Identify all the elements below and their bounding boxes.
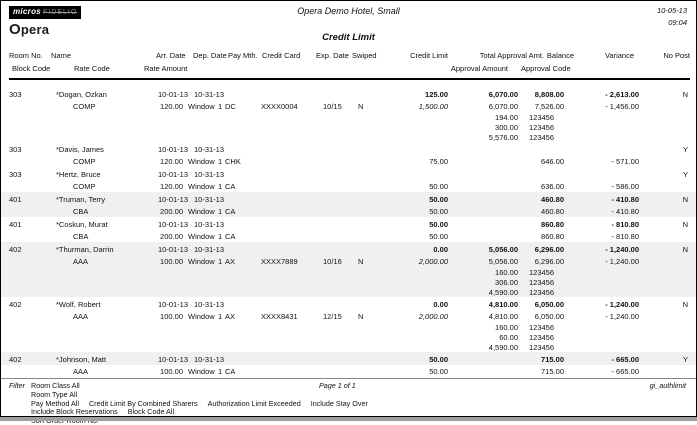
guest-main-row xyxy=(1,352,696,365)
guest-detail-row xyxy=(1,100,696,112)
pay-method: CHK xyxy=(225,157,241,166)
rate-amount: 100.00 xyxy=(160,367,183,376)
guest-name: *Hertz, Bruce xyxy=(56,169,101,179)
no-post-flag: N xyxy=(682,299,688,309)
filter-value: Include Block Reservations xyxy=(31,407,118,417)
guest-main-row xyxy=(1,297,696,310)
approval-code: 123456 xyxy=(529,322,555,332)
window-label: Window xyxy=(188,207,215,216)
detail-credit-limit: 2,000.00 xyxy=(418,257,448,266)
approval-amount: 60.00 xyxy=(499,332,518,342)
arrival-date: 10-01-13 xyxy=(158,144,189,154)
no-post-flag: Y xyxy=(682,354,688,364)
guest-detail-row xyxy=(1,205,696,217)
total-approval-amt-value: 5,056.00 xyxy=(488,244,518,254)
window-number: 1 xyxy=(218,182,223,191)
col-header-exp-date: Exp. Date xyxy=(316,51,349,60)
room-number: 303 xyxy=(9,144,22,154)
departure-date: 10-31-13 xyxy=(194,354,225,364)
departure-date: 10-31-13 xyxy=(194,89,225,99)
rate-amount: 200.00 xyxy=(160,207,183,216)
guest-detail-row xyxy=(1,155,696,167)
detail-variance: - 665.00 xyxy=(611,367,639,376)
detail-balance: 715.00 xyxy=(541,367,564,376)
col-header-dep-date: Dep. Date xyxy=(193,51,227,60)
approval-code: 123456 xyxy=(529,332,555,342)
guest-name: *Wolf, Robert xyxy=(56,299,101,309)
detail-balance: 6,296.00 xyxy=(534,257,564,266)
guest-name: *Davis, James xyxy=(56,144,104,154)
rate-code: CBA xyxy=(73,207,89,216)
departure-date: 10-31-13 xyxy=(194,169,225,179)
window-number: 1 xyxy=(218,312,223,321)
detail-credit-limit: 50.00 xyxy=(429,182,448,191)
approval-row xyxy=(1,277,696,287)
approval-row xyxy=(1,287,696,297)
detail-credit-limit: 75.00 xyxy=(429,157,448,166)
room-number: 303 xyxy=(9,89,22,99)
report-id: gi_authlimit xyxy=(649,381,686,390)
credit-limit-value: 0.00 xyxy=(433,299,448,309)
guest-block xyxy=(1,87,696,142)
report-date: 10-05-13 xyxy=(656,6,687,15)
approval-code: 123456 xyxy=(529,287,555,297)
card-expiry: 10/15 xyxy=(323,102,342,111)
no-post-flag: Y xyxy=(682,144,688,154)
swiped-flag: N xyxy=(358,257,364,266)
pay-method: CA xyxy=(225,207,236,216)
card-expiry: 10/16 xyxy=(323,257,342,266)
guest-main-row xyxy=(1,242,696,255)
detail-variance: - 1,240.00 xyxy=(605,312,639,321)
credit-limit-value: 125.00 xyxy=(425,89,448,99)
detail-credit-limit: 50.00 xyxy=(429,232,448,241)
guest-name: *Truman, Terry xyxy=(56,194,106,204)
approval-row xyxy=(1,112,696,122)
detail-credit-limit: 2,000.00 xyxy=(418,312,448,321)
arrival-date: 10-01-13 xyxy=(158,194,189,204)
approval-code: 123456 xyxy=(529,122,555,132)
window-number: 1 xyxy=(218,367,223,376)
footer-rule xyxy=(1,378,696,379)
window-number: 1 xyxy=(218,232,223,241)
approval-amount: 160.00 xyxy=(495,322,518,332)
rate-amount: 120.00 xyxy=(160,157,183,166)
filter-value: Authorization Limit Exceeded xyxy=(207,398,301,408)
approval-amount: 160.00 xyxy=(495,267,518,277)
approval-code: 123456 xyxy=(529,342,555,352)
approval-amount: 300.00 xyxy=(495,122,518,132)
guest-name: *Johnson, Matt xyxy=(56,354,107,364)
room-number: 401 xyxy=(9,194,22,204)
approval-amount: 4,810.00 xyxy=(488,312,518,321)
filter-line xyxy=(31,407,378,416)
col-header-swiped: Swiped xyxy=(352,51,377,60)
approval-code: 123456 xyxy=(529,132,555,142)
approval-amount: 4,590.00 xyxy=(488,342,518,352)
pay-method: AX xyxy=(225,257,236,266)
filter-line xyxy=(31,399,378,408)
detail-variance: - 1,240.00 xyxy=(605,257,639,266)
variance-value: - 1,240.00 xyxy=(605,299,639,309)
approval-amount: 194.00 xyxy=(495,112,518,122)
guest-detail-row xyxy=(1,310,696,322)
room-number: 303 xyxy=(9,169,22,179)
guest-main-row xyxy=(1,217,696,230)
rate-code: AAA xyxy=(73,312,89,321)
guest-name: *Dogan, Ozkan xyxy=(56,89,107,99)
filter-value: Include Stay Over xyxy=(310,398,368,408)
approval-code: 123456 xyxy=(529,112,555,122)
pay-method: CA xyxy=(225,232,236,241)
arrival-date: 10-01-13 xyxy=(158,354,189,364)
detail-balance: 646.00 xyxy=(541,157,564,166)
pay-method: AX xyxy=(225,312,236,321)
arrival-date: 10-01-13 xyxy=(158,89,189,99)
arrival-date: 10-01-13 xyxy=(158,219,189,229)
detail-variance: - 410.80 xyxy=(611,207,639,216)
credit-limit-value: 50.00 xyxy=(429,354,448,364)
rate-code: COMP xyxy=(73,157,96,166)
no-post-flag: N xyxy=(682,244,688,254)
filter-value: Room Type All xyxy=(31,389,78,399)
window-number: 1 xyxy=(218,207,223,216)
rate-code: AAA xyxy=(73,257,89,266)
window-label: Window xyxy=(188,182,215,191)
rate-code: COMP xyxy=(73,182,96,191)
pay-method: CA xyxy=(225,367,236,376)
approval-amount: 4,590.00 xyxy=(488,287,518,297)
window-label: Window xyxy=(188,157,215,166)
rate-code: COMP xyxy=(73,102,96,111)
guest-block xyxy=(1,142,696,167)
col-header-name: Name xyxy=(51,51,72,60)
approval-row xyxy=(1,342,696,352)
detail-variance: - 586.00 xyxy=(611,182,639,191)
departure-date: 10-31-13 xyxy=(194,194,225,204)
credit-limit-value: 50.00 xyxy=(429,219,448,229)
approval-amount: 6,070.00 xyxy=(488,102,518,111)
col-header-variance: Variance xyxy=(604,51,634,60)
window-number: 1 xyxy=(218,102,223,111)
total-approval-amt-value: 6,070.00 xyxy=(488,89,518,99)
guest-detail-row xyxy=(1,230,696,242)
guest-detail-row xyxy=(1,365,696,377)
col-header-room-no: Room No. xyxy=(9,51,43,60)
variance-value: - 2,613.00 xyxy=(605,89,639,99)
approval-row xyxy=(1,322,696,332)
arrival-date: 10-01-13 xyxy=(158,169,189,179)
guest-block xyxy=(1,217,696,242)
balance-value: 6,050.00 xyxy=(534,299,564,309)
approval-row xyxy=(1,267,696,277)
detail-balance: 460.80 xyxy=(541,207,564,216)
pay-method: DC xyxy=(225,102,236,111)
rate-code: AAA xyxy=(73,367,89,376)
detail-balance: 6,050.00 xyxy=(534,312,564,321)
col-header-credit-limit: Credit Limit xyxy=(410,51,448,60)
col-header-approval-code: Approval Code xyxy=(521,64,571,73)
guest-block xyxy=(1,242,696,297)
balance-value: 715.00 xyxy=(541,354,564,364)
swiped-flag: N xyxy=(358,312,364,321)
guest-detail-row xyxy=(1,255,696,267)
rate-amount: 100.00 xyxy=(160,257,183,266)
window-label: Window xyxy=(188,312,215,321)
arrival-date: 10-01-13 xyxy=(158,299,189,309)
variance-value: - 410.80 xyxy=(611,194,639,204)
detail-credit-limit: 1,500.00 xyxy=(418,102,448,111)
window-number: 1 xyxy=(218,257,223,266)
total-approval-amt-value: 4,810.00 xyxy=(488,299,518,309)
guest-block xyxy=(1,167,696,192)
no-post-flag: Y xyxy=(682,169,688,179)
approval-row xyxy=(1,122,696,132)
filter-label: Filter xyxy=(9,381,25,390)
col-header-no-post: No Post xyxy=(663,51,690,60)
guest-block xyxy=(1,297,696,352)
approval-amount: 5,576.00 xyxy=(488,132,518,142)
filter-value: Room Class All xyxy=(31,381,80,390)
variance-value: - 810.80 xyxy=(611,219,639,229)
col-header-block-code: Block Code xyxy=(12,64,51,73)
col-header-rate-code: Rate Code xyxy=(74,64,110,73)
balance-value: 8,808.00 xyxy=(534,89,564,99)
window-label: Window xyxy=(188,232,215,241)
approval-code: 123456 xyxy=(529,267,555,277)
pay-method: CA xyxy=(225,182,236,191)
hotel-name: Opera Demo Hotel, Small xyxy=(297,6,400,16)
col-header-balance: Balance xyxy=(546,51,574,60)
approval-row xyxy=(1,332,696,342)
variance-value: - 665.00 xyxy=(611,354,639,364)
detail-balance: 7,526.00 xyxy=(534,102,564,111)
col-header-arr-date: Arr. Date xyxy=(156,51,186,60)
guest-name: *Coskun, Murat xyxy=(56,219,108,229)
detail-variance: - 810.80 xyxy=(611,232,639,241)
room-number: 401 xyxy=(9,219,22,229)
detail-credit-limit: 50.00 xyxy=(429,207,448,216)
rate-code: CBA xyxy=(73,232,89,241)
no-post-flag: N xyxy=(682,194,688,204)
credit-card-number: XXXX0004 xyxy=(261,102,298,111)
swiped-flag: N xyxy=(358,102,364,111)
guest-block xyxy=(1,192,696,217)
rate-amount: 200.00 xyxy=(160,232,183,241)
window-number: 1 xyxy=(218,157,223,166)
filter-value: Block Code All xyxy=(127,407,175,417)
rate-amount: 120.00 xyxy=(160,182,183,191)
departure-date: 10-31-13 xyxy=(194,144,225,154)
credit-card-number: XXXX8431 xyxy=(261,312,298,321)
credit-limit-value: 0.00 xyxy=(433,244,448,254)
window-label: Window xyxy=(188,367,215,376)
col-header-pay-mth: Pay Mth. xyxy=(228,51,258,60)
approval-code: 123456 xyxy=(529,277,555,287)
no-post-flag: N xyxy=(682,89,688,99)
room-number: 402 xyxy=(9,299,22,309)
detail-variance: - 571.00 xyxy=(611,157,639,166)
micros-logo-text: micros xyxy=(13,7,42,16)
rate-amount: 100.00 xyxy=(160,312,183,321)
report-title: Credit Limit xyxy=(322,32,375,43)
balance-value: 460.80 xyxy=(541,194,564,204)
card-expiry: 12/15 xyxy=(323,312,342,321)
approval-amount: 5,056.00 xyxy=(488,257,518,266)
room-number: 402 xyxy=(9,354,22,364)
balance-value: 6,296.00 xyxy=(534,244,564,254)
filter-value: Pay Method All xyxy=(31,398,79,408)
credit-limit-value: 50.00 xyxy=(429,194,448,204)
window-label: Window xyxy=(188,257,215,266)
guest-detail-row xyxy=(1,180,696,192)
report-time: 09:04 xyxy=(668,18,687,27)
guest-block xyxy=(1,352,696,377)
guest-main-row xyxy=(1,87,696,100)
guest-main-row xyxy=(1,142,696,155)
detail-variance: - 1,456.00 xyxy=(605,102,639,111)
detail-credit-limit: 50.00 xyxy=(429,367,448,376)
detail-balance: 860.80 xyxy=(541,232,564,241)
filter-line xyxy=(31,390,378,399)
col-header-rate-amount: Rate Amount xyxy=(144,64,188,73)
guest-main-row xyxy=(1,167,696,180)
window-edge xyxy=(0,417,697,421)
balance-value: 860.80 xyxy=(541,219,564,229)
page-number: Page 1 of 1 xyxy=(319,381,356,390)
credit-card-number: XXXX7889 xyxy=(261,257,298,266)
rate-amount: 120.00 xyxy=(160,102,183,111)
report-body xyxy=(1,87,696,377)
approval-amount: 306.00 xyxy=(495,277,518,287)
window-label: Window xyxy=(188,102,215,111)
col-header-credit-card: Credit Card xyxy=(262,51,301,60)
approval-row xyxy=(1,132,696,142)
filter-value: Credit Limit By Combined Sharers xyxy=(88,398,198,408)
guest-name: *Thurman, Darrin xyxy=(56,244,114,254)
col-header-total-approval: Total Approval Amt. xyxy=(479,51,544,60)
fidelio-logo-text: FIDELIO xyxy=(43,9,78,16)
no-post-flag: N xyxy=(682,219,688,229)
opera-logo: Opera xyxy=(9,21,50,38)
room-number: 402 xyxy=(9,244,22,254)
arrival-date: 10-01-13 xyxy=(158,244,189,254)
header-rule xyxy=(9,78,690,80)
col-header-approval-amount: Approval Amount xyxy=(450,64,508,73)
departure-date: 10-31-13 xyxy=(194,244,225,254)
variance-value: - 1,240.00 xyxy=(605,244,639,254)
guest-main-row xyxy=(1,192,696,205)
departure-date: 10-31-13 xyxy=(194,219,225,229)
departure-date: 10-31-13 xyxy=(194,299,225,309)
detail-balance: 636.00 xyxy=(541,182,564,191)
